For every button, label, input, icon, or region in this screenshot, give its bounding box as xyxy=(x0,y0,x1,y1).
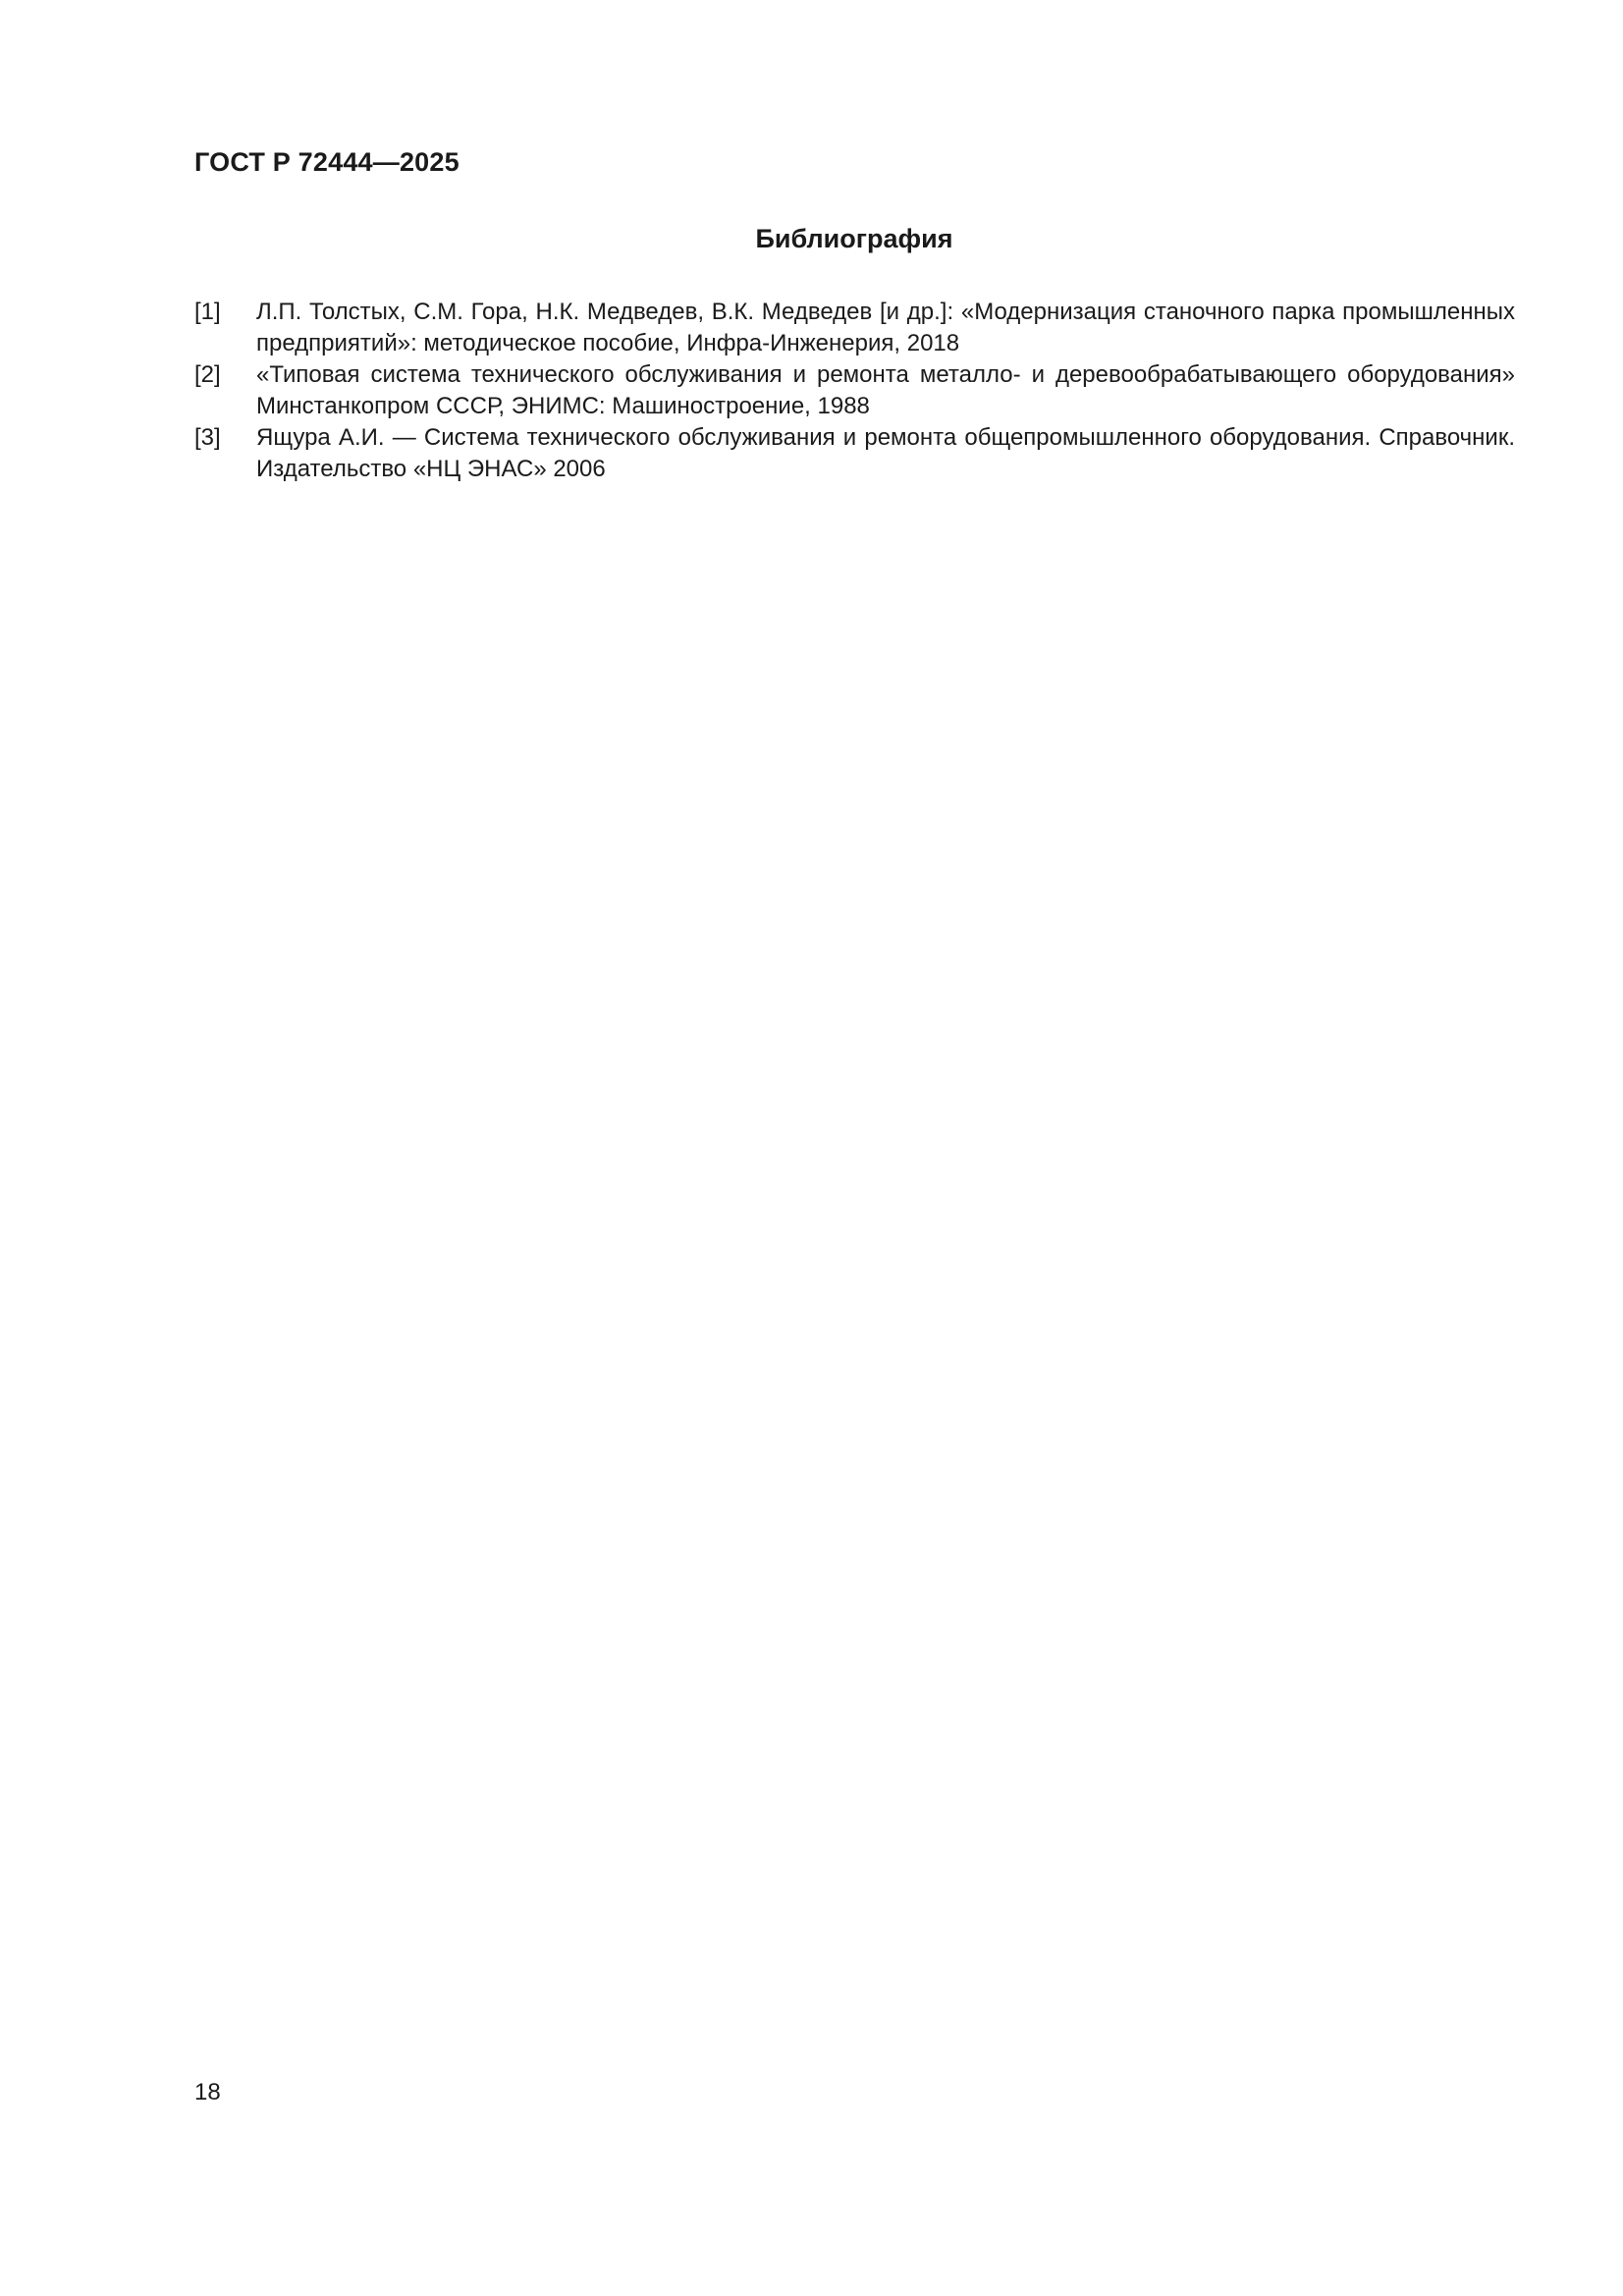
entry-number: [2] xyxy=(194,361,221,388)
entry-number: [3] xyxy=(194,424,221,451)
bibliography-entry xyxy=(194,297,1515,359)
entry-text: «Типовая система технического обслуживания и ремонта металло- и деревообрабатывающего оборудования» Минстанкопром СССР, ЭНИМС: Машиностроение, 1988 xyxy=(256,361,1515,419)
bibliography-list xyxy=(194,297,1515,485)
entry-text: Ящура А.И. — Система технического обслуживания и ремонта общепромышленного оборудования. Справочник. Издательство «НЦ ЭНАС» 2006 xyxy=(256,424,1515,482)
bibliography-entry xyxy=(194,422,1515,485)
bibliography-entry xyxy=(194,359,1515,422)
entry-number: [1] xyxy=(194,299,221,325)
section-title: Библиография xyxy=(755,224,953,253)
page-number: 18 xyxy=(194,2079,221,2105)
entry-text: Л.П. Толстых, С.М. Гора, Н.К. Медведев, В.К. Медведев [и др.]: «Модернизация станочного парка промышленных предприятий»: методическое пособие, Инфра-Инженерия, 2018 xyxy=(256,299,1515,356)
document-code: ГОСТ Р 72444—2025 xyxy=(194,147,460,177)
